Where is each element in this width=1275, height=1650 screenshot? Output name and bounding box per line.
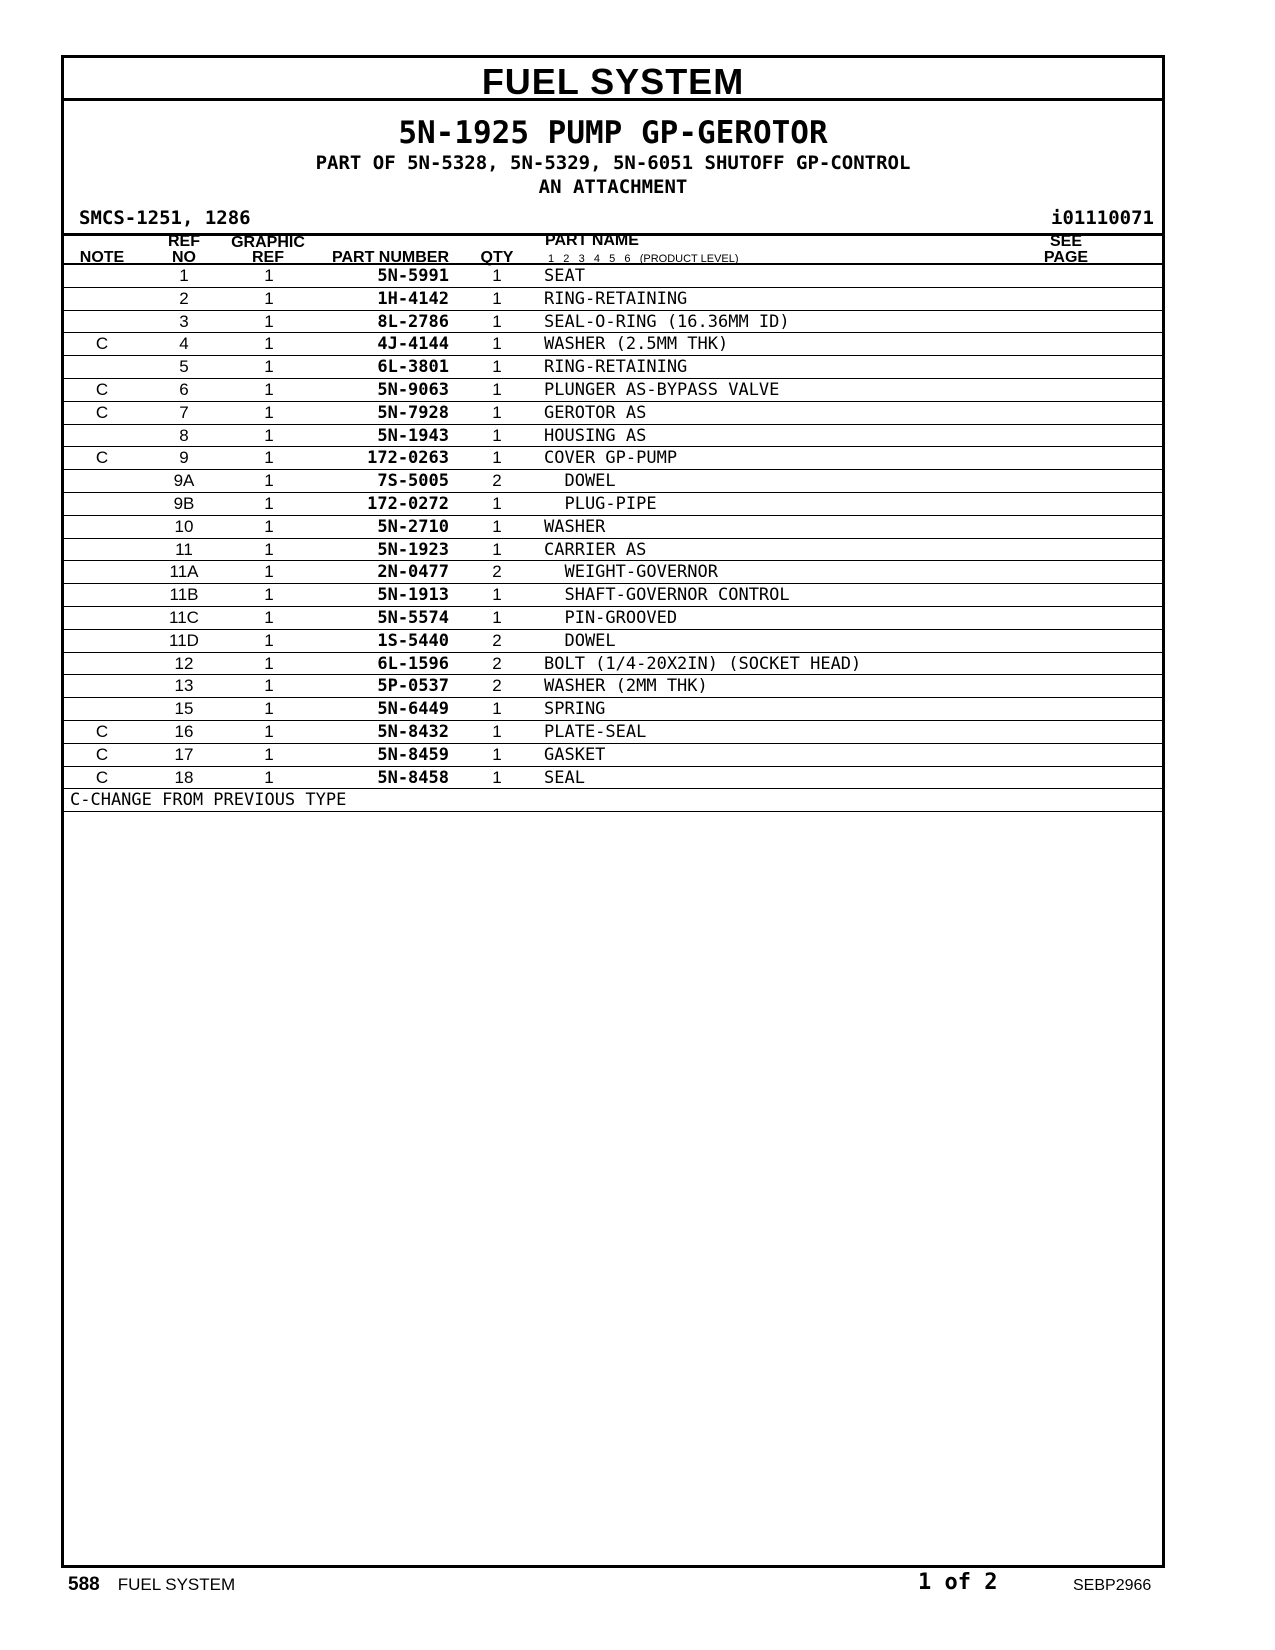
table-row: [64, 493, 1162, 516]
part-number-cell: 1S-5440: [377, 630, 449, 651]
illustration-id: i01110071: [1051, 207, 1154, 229]
graphic-ref-cell: 1: [264, 402, 274, 422]
qty-cell: 1: [492, 288, 502, 308]
table-row: [64, 653, 1162, 676]
part-name-cell: RING-RETAINING: [544, 288, 688, 309]
graphic-ref-cell: 1: [264, 562, 274, 582]
table-row: [64, 356, 1162, 379]
ref-no-cell: 18: [174, 767, 194, 787]
qty-cell: 1: [492, 357, 502, 377]
graphic-ref-cell: 1: [264, 676, 274, 696]
qty-cell: 1: [492, 607, 502, 627]
graphic-ref-cell: 1: [264, 288, 274, 308]
graphic-ref-cell: 1: [264, 471, 274, 491]
graphic-ref-cell: 1: [264, 585, 274, 605]
part-number-cell: 6L-1596: [377, 653, 449, 674]
section-title: FUEL SYSTEM: [481, 61, 745, 102]
qty-cell: 1: [492, 539, 502, 559]
part-name-cell: SEAT: [544, 266, 585, 286]
page-frame: [61, 55, 1165, 1568]
header-part-number: PART NUMBER: [331, 249, 449, 266]
header-see-bottom: PAGE: [1043, 249, 1089, 266]
part-number-cell: 5N-2710: [377, 516, 449, 537]
part-name-cell: DOWEL: [544, 630, 616, 651]
note-cell: C: [95, 744, 109, 764]
header-note: NOTE: [79, 249, 125, 266]
table-row: [64, 379, 1162, 402]
part-name-cell: PLUG-PIPE: [544, 493, 657, 514]
part-name-cell: PLUNGER AS-BYPASS VALVE: [544, 379, 780, 400]
page-number: 588: [68, 1574, 100, 1595]
graphic-ref-cell: 1: [264, 379, 274, 399]
table-row: [64, 698, 1162, 721]
part-name-cell: WASHER (2.5MM THK): [544, 334, 729, 355]
note-cell: C: [95, 334, 109, 354]
note-cell: C: [95, 379, 109, 399]
ref-no-cell: 2: [179, 288, 189, 308]
qty-cell: 1: [492, 334, 502, 354]
qty-cell: 2: [492, 676, 502, 696]
smcs-code: SMCS-1251, 1286: [79, 207, 251, 229]
ref-no-cell: 3: [179, 311, 189, 331]
graphic-ref-cell: 1: [264, 767, 274, 787]
qty-cell: 1: [492, 744, 502, 764]
ref-no-cell: 11C: [169, 607, 199, 627]
qty-cell: 1: [492, 699, 502, 719]
part-name-cell: DOWEL: [544, 471, 616, 492]
table-row: [64, 767, 1162, 790]
part-name-cell: WASHER (2MM THK): [544, 676, 708, 697]
table-row: [64, 561, 1162, 584]
part-number-cell: 5N-9063: [377, 379, 449, 400]
note-cell: C: [95, 402, 109, 422]
qty-cell: 1: [492, 493, 502, 513]
ref-no-cell: 16: [174, 721, 194, 741]
table-row: [64, 584, 1162, 607]
part-number-cell: 5N-1943: [377, 425, 449, 446]
part-name-cell: PIN-GROOVED: [544, 607, 678, 628]
qty-cell: 1: [492, 448, 502, 468]
table-row: [64, 333, 1162, 356]
part-name-cell: SPRING: [544, 699, 606, 720]
table-row: [64, 447, 1162, 470]
part-name-cell: SEAL-O-RING (16.36MM ID): [544, 311, 790, 332]
table-row: [64, 630, 1162, 653]
part-name-cell: GASKET: [544, 744, 606, 765]
qty-cell: 2: [492, 630, 502, 650]
part-name-cell: PLATE-SEAL: [544, 721, 647, 742]
qty-cell: 2: [492, 471, 502, 491]
ref-no-cell: 1: [179, 266, 189, 285]
note-cell: C: [95, 448, 109, 468]
part-name-cell: SEAL: [544, 767, 585, 788]
part-number-cell: 172-0263: [367, 448, 449, 469]
graphic-ref-cell: 1: [264, 448, 274, 468]
graphic-ref-cell: 1: [264, 653, 274, 673]
graphic-ref-cell: 1: [264, 607, 274, 627]
table-row: [64, 607, 1162, 630]
part-of-line-1: PART OF 5N-5328, 5N-5329, 5N-6051 SHUTOFF GP-CONTROL: [315, 152, 911, 174]
ref-no-cell: 15: [174, 699, 194, 719]
header-see-top: SEE: [1049, 233, 1082, 250]
part-title: 5N-1925 PUMP GP-GEROTOR: [398, 115, 828, 151]
part-number-cell: 5N-8459: [377, 744, 449, 765]
graphic-ref-cell: 1: [264, 539, 274, 559]
part-name-cell: WASHER: [544, 516, 606, 537]
header-ref-bottom: NO: [172, 249, 196, 266]
header-qty: QTY: [480, 249, 514, 266]
part-name-cell: CARRIER AS: [544, 539, 647, 560]
ref-no-cell: 11B: [169, 585, 199, 605]
graphic-ref-cell: 1: [264, 516, 274, 536]
graphic-ref-cell: 1: [264, 493, 274, 513]
part-number-cell: 5N-8458: [377, 767, 449, 788]
title-divider: [64, 98, 1162, 101]
part-number-cell: 5N-7928: [377, 402, 449, 423]
part-number-cell: 1H-4142: [377, 288, 449, 309]
table-row: [64, 311, 1162, 334]
graphic-ref-cell: 1: [264, 311, 274, 331]
graphic-ref-cell: 1: [264, 334, 274, 354]
part-number-cell: 5N-5991: [377, 266, 449, 286]
table-row: [64, 470, 1162, 493]
qty-cell: 1: [492, 379, 502, 399]
ref-no-cell: 8: [179, 425, 189, 445]
qty-cell: 2: [492, 653, 502, 673]
ref-no-cell: 6: [179, 379, 189, 399]
qty-cell: 1: [492, 721, 502, 741]
parts-table: [64, 265, 1162, 812]
table-row: [64, 288, 1162, 311]
qty-cell: 1: [492, 585, 502, 605]
note-cell: C: [95, 721, 109, 741]
part-name-cell: WEIGHT-GOVERNOR: [544, 562, 718, 583]
part-name-cell: BOLT (1/4-20X2IN) (SOCKET HEAD): [544, 653, 862, 674]
graphic-ref-cell: 1: [264, 744, 274, 764]
ref-no-cell: 11D: [169, 630, 199, 650]
table-row: [64, 721, 1162, 744]
sheet-indicator: 1 of 2: [918, 1570, 998, 1595]
table-row: [64, 516, 1162, 539]
part-name-cell: SHAFT-GOVERNOR CONTROL: [544, 585, 790, 606]
table-row: [64, 539, 1162, 562]
header-graphic-top: GRAPHIC: [231, 234, 305, 251]
part-number-cell: 5N-6449: [377, 699, 449, 720]
part-number-cell: 172-0272: [367, 493, 449, 514]
part-number-cell: 5P-0537: [377, 676, 449, 697]
ref-no-cell: 4: [179, 334, 189, 354]
header-product-levels: 1 2 3 4 5 6 (PRODUCT LEVEL): [548, 253, 739, 265]
graphic-ref-cell: 1: [264, 357, 274, 377]
qty-cell: 1: [492, 425, 502, 445]
graphic-ref-cell: 1: [264, 266, 274, 285]
footer-left: [68, 1574, 235, 1596]
header-ref-top: REF: [168, 233, 200, 250]
table-row: [64, 402, 1162, 425]
footnote: C-CHANGE FROM PREVIOUS TYPE: [64, 789, 1162, 812]
part-number-cell: 5N-1913: [377, 585, 449, 606]
table-row: [64, 265, 1162, 288]
qty-cell: 1: [492, 311, 502, 331]
qty-cell: 1: [492, 516, 502, 536]
ref-no-cell: 13: [174, 676, 194, 696]
ref-no-cell: 11A: [169, 562, 199, 582]
ref-no-cell: 9: [179, 448, 189, 468]
part-number-cell: 4J-4144: [377, 334, 449, 355]
footer-section: FUEL SYSTEM: [117, 1575, 236, 1594]
table-row: [64, 425, 1162, 448]
qty-cell: 1: [492, 767, 502, 787]
part-name-cell: COVER GP-PUMP: [544, 448, 678, 469]
graphic-ref-cell: 1: [264, 425, 274, 445]
ref-no-cell: 9A: [173, 471, 195, 491]
ref-no-cell: 10: [174, 516, 194, 536]
ref-no-cell: 12: [174, 653, 194, 673]
qty-cell: 2: [492, 562, 502, 582]
part-number-cell: 8L-2786: [377, 311, 449, 332]
ref-no-cell: 5: [179, 357, 189, 377]
document-id: SEBP2966: [1073, 1577, 1152, 1594]
qty-cell: 1: [492, 402, 502, 422]
part-number-cell: 7S-5005: [377, 471, 449, 492]
table-row: [64, 675, 1162, 698]
part-name-cell: HOUSING AS: [544, 425, 647, 446]
ref-no-cell: 7: [179, 402, 189, 422]
header-part-name: PART NAME: [545, 232, 639, 249]
note-cell: C: [95, 767, 109, 787]
graphic-ref-cell: 1: [264, 721, 274, 741]
part-number-cell: 5N-5574: [377, 607, 449, 628]
part-name-cell: GEROTOR AS: [544, 402, 647, 423]
part-of-line-2: AN ATTACHMENT: [538, 176, 688, 198]
part-number-cell: 5N-1923: [377, 539, 449, 560]
ref-no-cell: 17: [174, 744, 194, 764]
part-number-cell: 5N-8432: [377, 721, 449, 742]
part-number-cell: 2N-0477: [377, 562, 449, 583]
ref-no-cell: 11: [175, 539, 193, 559]
graphic-ref-cell: 1: [264, 630, 274, 650]
parts-table-body: [64, 265, 1162, 789]
header-graphic-bottom: REF: [252, 249, 284, 266]
part-number-cell: 6L-3801: [377, 357, 449, 378]
table-row: [64, 744, 1162, 767]
ref-no-cell: 9B: [173, 493, 195, 513]
qty-cell: 1: [492, 266, 502, 285]
graphic-ref-cell: 1: [264, 699, 274, 719]
part-name-cell: RING-RETAINING: [544, 357, 688, 378]
